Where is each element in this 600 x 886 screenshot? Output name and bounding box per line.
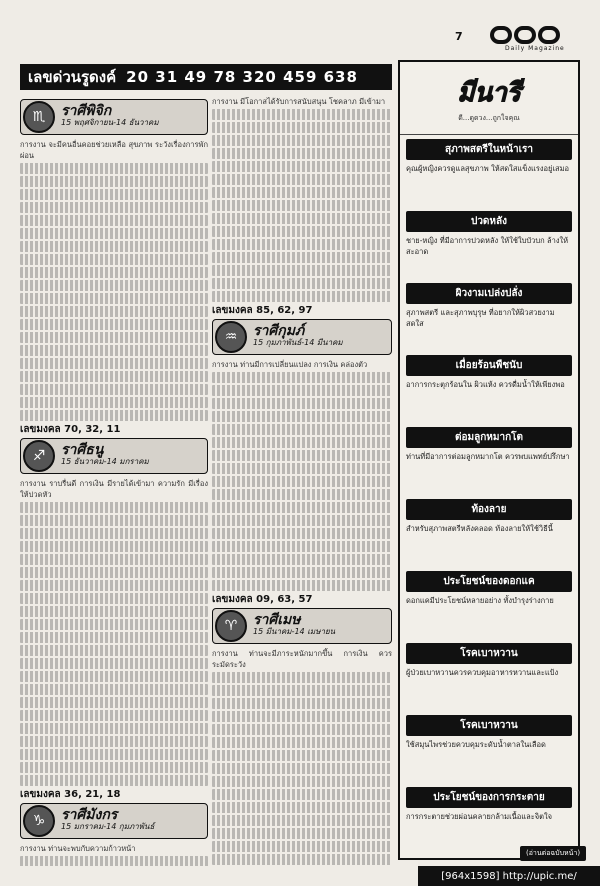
zodiac-dates: 15 มีนาคม-14 เมษายน	[253, 627, 336, 636]
horoscope-text: การงาน ราบรื่นดี การเงิน มีรายได้เข้ามา ความรัก มีเรื่องให้ปวดหัว	[20, 479, 208, 499]
scorpion-icon: ♏	[23, 101, 55, 133]
column-masthead	[400, 62, 578, 135]
brand-name: Daily Magazine	[505, 45, 565, 52]
zodiac-header	[20, 803, 208, 839]
zodiac-header	[20, 99, 208, 135]
zodiac-name: ราศีธนู	[61, 442, 104, 458]
section-heading: สุภาพสตรีในหน้าเรา	[406, 139, 572, 160]
section-body: ผู้ป่วยเบาหวานควรควบคุมอาหารหวานและแป้ง	[406, 668, 559, 677]
goat-icon: ♑	[23, 805, 55, 837]
zodiac-dates: 15 มกราคม-14 กุมภาพันธ์	[61, 822, 155, 831]
section-body: ท่านที่มีอาการต่อมลูกหมากโต ควรพบแพทย์ปรึกษา	[406, 452, 570, 461]
section-heading: ประโยชน์ของดอกแค	[406, 571, 572, 592]
water-bearer-icon: ♒	[215, 321, 247, 353]
lucky-numbers: 20 31 49 78 320 459 638	[126, 68, 358, 86]
column-title: มีนารี	[457, 78, 521, 108]
section-body: ดอกแคมีประโยชน์หลายอย่าง ทั้งบำรุงร่างกาย	[406, 596, 554, 605]
section-body: อาการกระตุกร้อนใน ผิวแห้ง ควรดื่มน้ำให้เพียงพอ	[406, 380, 565, 389]
zodiac-name: ราศีพิจิก	[61, 103, 112, 119]
lucky-numbers-pisces: เลขมงคล 85, 62, 97	[212, 305, 313, 316]
section-heading: ผิวงามเปล่งปลั่ง	[406, 283, 572, 304]
section-body: การกระตายช่วยผ่อนคลายกล้ามเนื้อและจิตใจ	[406, 812, 553, 821]
zodiac-dates: 15 กุมภาพันธ์-14 มีนาคม	[253, 338, 343, 347]
zodiac-name: ราศีเมษ	[253, 612, 301, 628]
zodiac-name: ราศีมังกร	[61, 807, 118, 823]
horoscope-text: การงาน จะมีคนอื่นคอยช่วยเหลือ สุขภาพ ระวังเรื่องการพักผ่อน	[20, 140, 208, 160]
section-body: สุภาพสตรี และสุภาพบุรุษ ที่อยากให้ผิวสวยงามสดใส	[406, 308, 555, 328]
section-heading: โรคเบาหวาน	[406, 643, 572, 664]
section-heading: ต่อมลูกหมากโต	[406, 427, 572, 448]
section-heading: เมื่อยร้อนพืชนับ	[406, 355, 572, 376]
section-body: ชาย-หญิง ที่มีอาการปวดหลัง ให้ใช้ใบบัวบก ล้างให้สะอาด	[406, 236, 569, 256]
zodiac-header	[212, 319, 392, 355]
lucky-numbers-aquarius: เลขมงคล 09, 63, 57	[212, 594, 313, 605]
zodiac-name: ราศีกุมภ์	[253, 323, 305, 339]
zodiac-dates: 15 พฤศจิกายน-14 ธันวาคม	[61, 118, 159, 127]
top-bar	[0, 0, 600, 58]
left-column	[20, 96, 208, 866]
section-body: สำหรับสุภาพสตรีหลังคลอด ท้องลายให้ใช้วิธีนี้	[406, 524, 553, 533]
image-source-footer: [964x1598] http://upic.me/	[418, 866, 600, 886]
lucky-numbers-sagittarius: เลขมงคล 36, 21, 18	[20, 789, 121, 800]
lucky-numbers-bar	[20, 64, 392, 90]
continued-tag: (อ่านต่อฉบับหน้า)	[520, 846, 586, 861]
zodiac-header	[20, 438, 208, 474]
lucky-numbers-scorpio: เลขมงคล 70, 32, 11	[20, 424, 121, 435]
zodiac-header	[212, 608, 392, 644]
horoscope-text: การงาน ท่านจะพบกับความก้าวหน้า	[20, 844, 136, 853]
horoscope-text: การงาน ท่านมีการเปลี่ยนแปลง การเงิน คล่องตัว	[212, 360, 368, 369]
lucky-label: เลขด่วนรูดงค์	[28, 68, 117, 86]
middle-column	[212, 96, 392, 866]
section-heading: ท้องลาย	[406, 499, 572, 520]
page-number: 7	[455, 30, 463, 43]
right-column	[398, 60, 580, 860]
section-heading: โรคเบาหวาน	[406, 715, 572, 736]
section-heading: ปวดหลัง	[406, 211, 572, 232]
archer-icon: ♐	[23, 440, 55, 472]
column-subtitle: ดี...ดูดวง...ถูกใจคุณ	[458, 114, 520, 122]
horoscope-text: การงาน ท่านจะมีภาระหนักมากขึ้น การเงิน ควรระมัดระวัง	[212, 649, 392, 669]
brand-logo	[490, 26, 560, 44]
section-heading: ประโยชน์ของการกระตาย	[406, 787, 572, 808]
health-tips-list	[400, 139, 578, 860]
zodiac-dates: 15 ธันวาคม-14 มกราคม	[61, 457, 149, 466]
ram-icon: ♈	[215, 610, 247, 642]
horoscope-text: การงาน มีโอกาสได้รับการสนับสนุน โชคลาภ มีเข้ามา	[212, 97, 386, 106]
section-body: คุณผู้หญิงควรดูแลสุขภาพ ให้สดใสแข็งแรงอยู่เสมอ	[406, 164, 570, 173]
section-body: ใช้สมุนไพรช่วยควบคุมระดับน้ำตาลในเลือด	[406, 740, 546, 749]
